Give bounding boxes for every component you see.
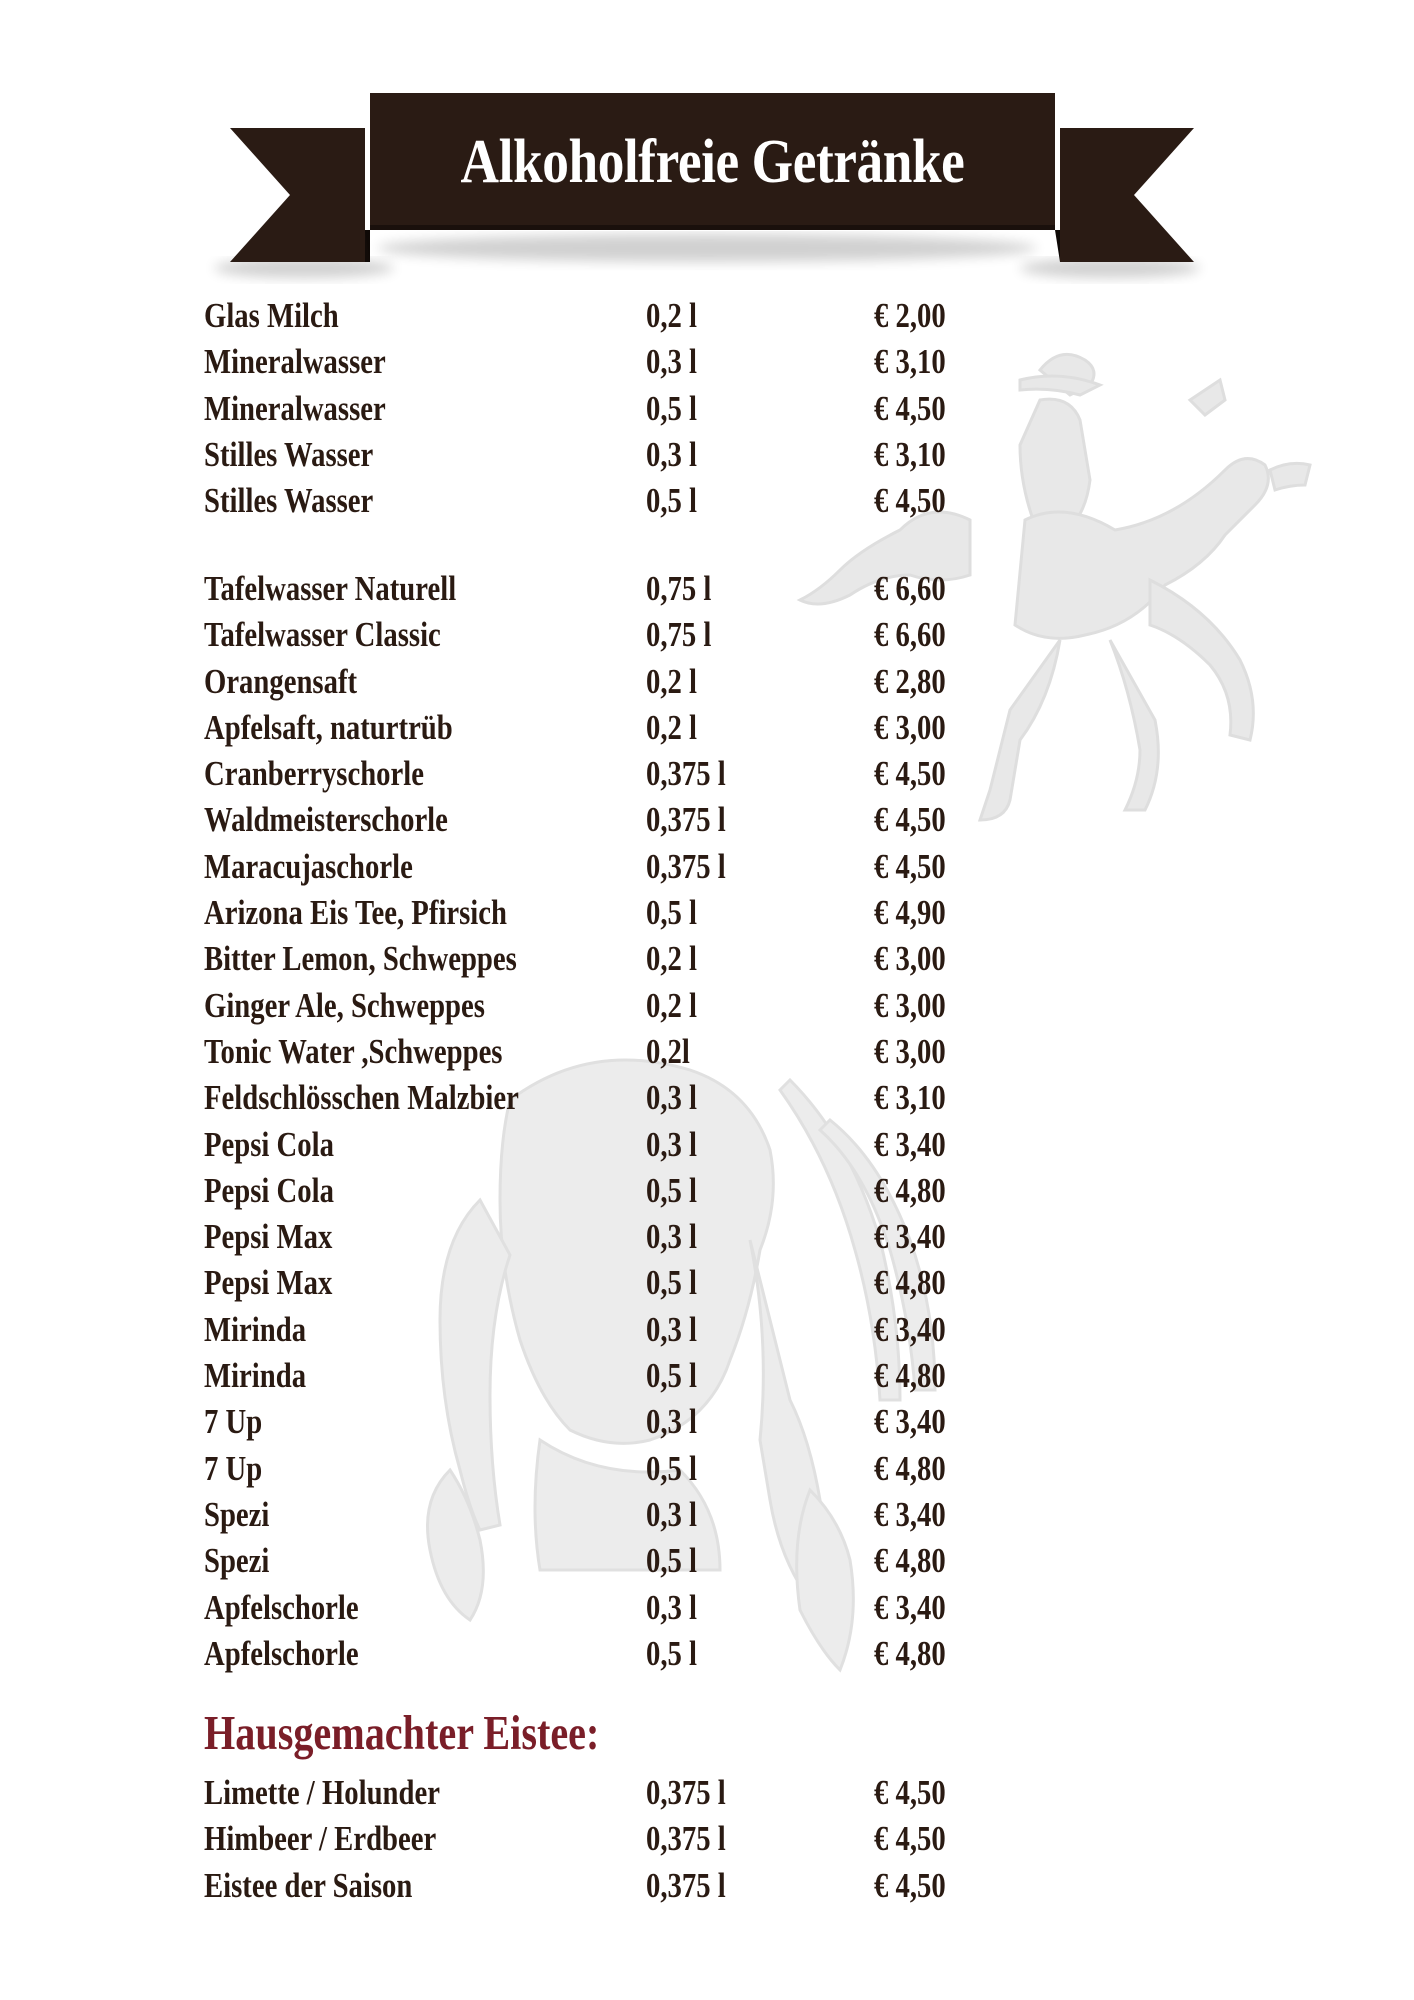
menu-item-name: Mineralwasser <box>204 388 386 428</box>
menu-item-name: Mineralwasser <box>204 342 386 382</box>
menu-item-name: Tafelwasser Naturell <box>204 569 457 608</box>
menu-item-price: € 4,80 <box>874 1356 946 1396</box>
menu-item-size: 0,2l <box>646 1031 690 1071</box>
menu-item-name: Eistee der Saison <box>204 1865 413 1905</box>
menu-item-row <box>204 1585 1004 1631</box>
menu-item-price: € 3,40 <box>874 1217 946 1257</box>
menu-item-price: € 4,50 <box>874 388 946 428</box>
eistee-section-title: Hausgemachter Eistee: <box>204 1705 600 1760</box>
drinks-list-main <box>204 566 1004 1677</box>
menu-item-row <box>204 1122 1004 1168</box>
menu-item-size: 0,75 l <box>646 615 712 655</box>
menu-item-size: 0,3 l <box>646 1124 698 1164</box>
menu-item-size: 0,375 l <box>646 1865 726 1905</box>
menu-item-price: € 3,40 <box>874 1124 946 1164</box>
menu-item-row <box>204 478 1004 524</box>
menu-item-size: 0,375 l <box>646 1773 726 1812</box>
menu-item-size: 0,5 l <box>646 1633 698 1673</box>
menu-item-size: 0,3 l <box>646 1309 698 1349</box>
page-title: Alkoholfreie Getränke <box>460 128 965 196</box>
menu-item-size: 0,75 l <box>646 569 712 608</box>
menu-item-name: Spezi <box>204 1541 270 1581</box>
menu-item-row <box>204 936 1004 982</box>
menu-item-row <box>204 1538 1004 1584</box>
menu-item-row <box>204 1492 1004 1538</box>
menu-item-size: 0,375 l <box>646 846 726 886</box>
menu-item-row <box>204 293 1004 339</box>
menu-item-name: Pepsi Max <box>204 1217 333 1257</box>
menu-item-name: Feldschlösschen Malzbier <box>204 1078 519 1118</box>
menu-item-name: Cranberryschorle <box>204 754 424 794</box>
menu-item-row <box>204 705 1004 751</box>
menu-item-row <box>204 1863 1004 1909</box>
menu-item-size: 0,375 l <box>646 800 726 840</box>
menu-item-name: Spezi <box>204 1494 270 1534</box>
menu-item-row <box>204 751 1004 797</box>
menu-item-size: 0,2 l <box>646 707 698 747</box>
menu-item-price: € 4,80 <box>874 1541 946 1581</box>
menu-item-name: Mirinda <box>204 1356 307 1396</box>
menu-item-size: 0,5 l <box>646 1170 698 1210</box>
menu-item-row <box>204 566 1004 612</box>
menu-item-size: 0,3 l <box>646 434 698 474</box>
menu-item-name: Stilles Wasser <box>204 434 374 474</box>
menu-item-row <box>204 1446 1004 1492</box>
menu-item-price: € 3,00 <box>874 939 946 979</box>
menu-item-size: 0,5 l <box>646 893 698 933</box>
menu-item-price: € 2,80 <box>874 661 946 701</box>
drinks-list-water <box>204 293 1004 524</box>
menu-item-row <box>204 797 1004 843</box>
menu-item-size: 0,3 l <box>646 1494 698 1534</box>
menu-item-size: 0,5 l <box>646 1263 698 1303</box>
menu-item-name: Himbeer / Erdbeer <box>204 1819 437 1859</box>
menu-item-price: € 4,50 <box>874 1819 946 1859</box>
menu-item-price: € 3,00 <box>874 1031 946 1071</box>
menu-item-size: 0,2 l <box>646 661 698 701</box>
menu-item-size: 0,3 l <box>646 1217 698 1257</box>
menu-item-size: 0,5 l <box>646 388 698 428</box>
menu-item-row <box>204 1353 1004 1399</box>
menu-item-name: Apfelsaft, naturtrüb <box>204 707 453 747</box>
menu-item-size: 0,375 l <box>646 754 726 794</box>
menu-item-price: € 3,10 <box>874 342 946 382</box>
menu-item-name: Apfelschorle <box>204 1633 359 1673</box>
menu-item-price: € 4,50 <box>874 846 946 886</box>
menu-item-price: € 4,80 <box>874 1170 946 1210</box>
menu-item-price: € 3,40 <box>874 1494 946 1534</box>
menu-item-row <box>204 1168 1004 1214</box>
menu-item-size: 0,5 l <box>646 1356 698 1396</box>
menu-item-price: € 6,60 <box>874 569 946 608</box>
menu-item-price: € 3,10 <box>874 1078 946 1118</box>
menu-item-size: 0,5 l <box>646 1541 698 1581</box>
menu-item-name: Glas Milch <box>204 296 339 335</box>
menu-item-row <box>204 1260 1004 1306</box>
menu-item-size: 0,2 l <box>646 939 698 979</box>
menu-item-name: Stilles Wasser <box>204 481 374 521</box>
menu-item-name: Pepsi Cola <box>204 1124 334 1164</box>
menu-item-row <box>204 1631 1004 1677</box>
menu-item-size: 0,3 l <box>646 1078 698 1118</box>
menu-item-row <box>204 339 1004 385</box>
menu-item-price: € 3,40 <box>874 1309 946 1349</box>
menu-item-size: 0,375 l <box>646 1819 726 1859</box>
menu-item-name: Arizona Eis Tee, Pfirsich <box>204 893 507 933</box>
menu-item-name: Tafelwasser Classic <box>204 615 441 655</box>
menu-item-name: Waldmeisterschorle <box>204 800 448 840</box>
menu-item-size: 0,2 l <box>646 985 698 1025</box>
menu-item-name: Limette / Holunder <box>204 1773 440 1812</box>
menu-item-name: Tonic Water ,Schweppes <box>204 1031 503 1071</box>
menu-item-name: Bitter Lemon, Schweppes <box>204 939 517 979</box>
menu-item-price: € 4,50 <box>874 1773 946 1812</box>
menu-item-row <box>204 1075 1004 1121</box>
menu-item-row <box>204 612 1004 658</box>
menu-item-price: € 4,50 <box>874 481 946 521</box>
menu-item-row <box>204 432 1004 478</box>
menu-item-price: € 3,00 <box>874 985 946 1025</box>
menu-item-size: 0,3 l <box>646 1587 698 1627</box>
menu-item-name: 7 Up <box>204 1448 263 1488</box>
menu-item-name: Mirinda <box>204 1309 307 1349</box>
menu-item-row <box>204 1399 1004 1445</box>
menu-item-name: Orangensaft <box>204 661 358 701</box>
menu-item-row <box>204 1029 1004 1075</box>
menu-item-price: € 4,50 <box>874 754 946 794</box>
menu-item-size: 0,3 l <box>646 342 698 382</box>
menu-item-price: € 4,80 <box>874 1263 946 1303</box>
menu-item-row <box>204 1214 1004 1260</box>
menu-item-row <box>204 386 1004 432</box>
menu-item-name: Pepsi Max <box>204 1263 333 1303</box>
menu-item-row <box>204 1770 1004 1816</box>
menu-item-price: € 3,00 <box>874 707 946 747</box>
menu-item-price: € 3,10 <box>874 434 946 474</box>
menu-item-size: 0,5 l <box>646 1448 698 1488</box>
menu-item-price: € 2,00 <box>874 296 946 335</box>
menu-item-name: Maracujaschorle <box>204 846 413 886</box>
menu-item-price: € 4,80 <box>874 1633 946 1673</box>
menu-item-row <box>204 1307 1004 1353</box>
menu-item-row <box>204 659 1004 705</box>
menu-item-size: 0,2 l <box>646 296 698 335</box>
menu-item-row <box>204 844 1004 890</box>
menu-item-price: € 4,50 <box>874 1865 946 1905</box>
menu-item-price: € 3,40 <box>874 1587 946 1627</box>
menu-item-price: € 4,50 <box>874 800 946 840</box>
menu-item-size: 0,5 l <box>646 481 698 521</box>
drinks-list-eistee <box>204 1770 1004 1909</box>
menu-item-row <box>204 983 1004 1029</box>
menu-item-price: € 4,80 <box>874 1448 946 1488</box>
menu-item-name: Pepsi Cola <box>204 1170 334 1210</box>
menu-item-row <box>204 890 1004 936</box>
menu-item-size: 0,3 l <box>646 1402 698 1442</box>
menu-item-price: € 4,90 <box>874 893 946 933</box>
menu-item-row <box>204 1816 1004 1862</box>
menu-item-name: Ginger Ale, Schweppes <box>204 985 485 1025</box>
menu-item-name: Apfelschorle <box>204 1587 359 1627</box>
menu-item-name: 7 Up <box>204 1402 263 1442</box>
menu-item-price: € 6,60 <box>874 615 946 655</box>
menu-item-price: € 3,40 <box>874 1402 946 1442</box>
